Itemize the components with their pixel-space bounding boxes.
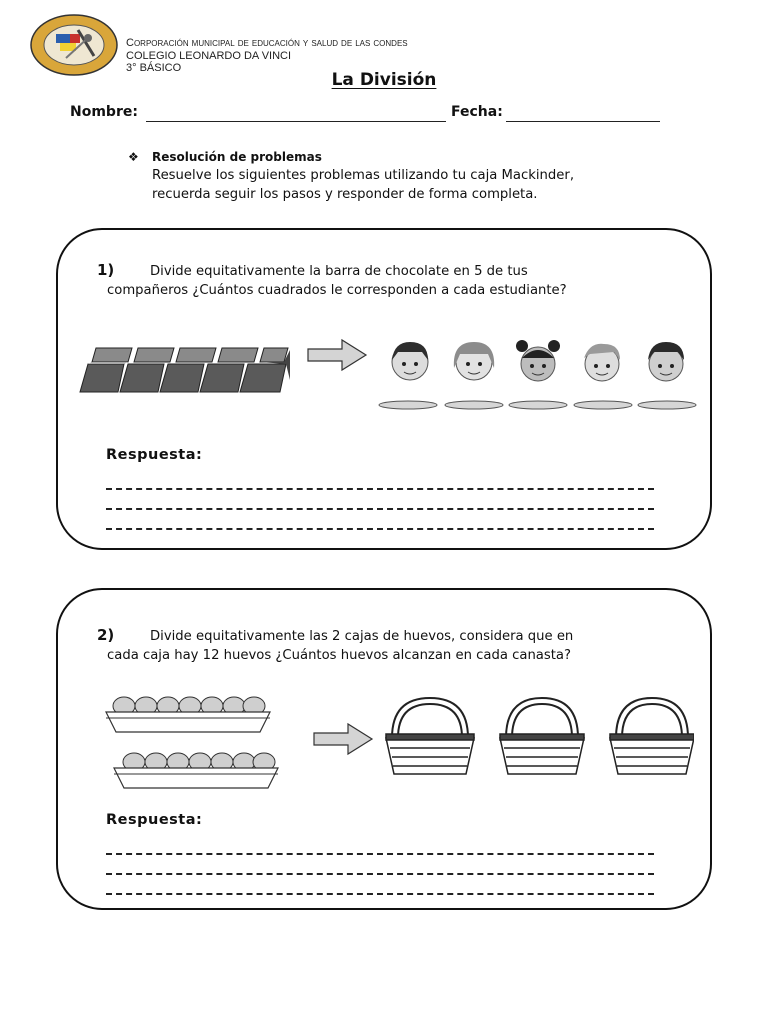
- institution-line-1: Corporación municipal de educación y salud de las condes: [126, 37, 408, 49]
- institution-header: [126, 37, 408, 75]
- problem-1-answer-label: Respuesta:: [106, 447, 203, 463]
- problem-2-answer-label: Respuesta:: [106, 812, 203, 828]
- arrow-right-icon: [306, 338, 368, 376]
- baskets-row: [384, 694, 694, 786]
- date-line[interactable]: [506, 121, 660, 122]
- school-seal-icon: [30, 14, 118, 76]
- section-title: Resolución de problemas: [152, 150, 322, 164]
- date-label: Fecha:: [451, 104, 503, 120]
- problem-2-line-1: Divide equitativamente las 2 cajas de huevos, considera que en: [150, 629, 574, 644]
- basket-icon: [392, 698, 688, 738]
- institution-line-3: 3° BÁSICO: [126, 62, 182, 74]
- arrow-right-icon-2: [312, 722, 374, 760]
- instruction-line-2: recuerda seguir los pasos y responder de forma completa.: [152, 187, 538, 202]
- student-face-icon: [392, 342, 428, 380]
- problem-2-answer-line-2[interactable]: [106, 873, 654, 875]
- problem-2-answer-line-1[interactable]: [106, 853, 654, 855]
- name-line[interactable]: [146, 121, 446, 122]
- problem-1-line-1: Divide equitativamente la barra de chocolate en 5 de tus: [150, 264, 528, 279]
- problem-1-answer-line-2[interactable]: [106, 508, 654, 510]
- problem-1-answer-line-3[interactable]: [106, 528, 654, 530]
- chocolate-bar-icon: [78, 342, 292, 400]
- problem-2-line-2: cada caja hay 12 huevos ¿Cuántos huevos alcanzan en cada canasta?: [107, 648, 572, 663]
- problem-1-line-2: compañeros ¿Cuántos cuadrados le corresponden a cada estudiante?: [107, 283, 567, 298]
- plate-icon: [379, 401, 696, 409]
- students-row: [378, 338, 700, 418]
- egg-carton-icon: [104, 694, 282, 796]
- bullet-icon: ❖: [128, 150, 139, 164]
- problem-1-answer-line-1[interactable]: [106, 488, 654, 490]
- instruction-line-1: Resuelve los siguientes problemas utilizando tu caja Mackinder,: [152, 168, 575, 183]
- problem-1-number: 1): [97, 261, 115, 279]
- problem-2-number: 2): [97, 626, 115, 644]
- problem-2-answer-line-3[interactable]: [106, 893, 654, 895]
- institution-line-2: COLEGIO LEONARDO DA VINCI: [126, 49, 292, 62]
- section-instructions: [152, 166, 712, 204]
- name-label: Nombre:: [70, 104, 138, 120]
- page-title: La División: [331, 70, 437, 90]
